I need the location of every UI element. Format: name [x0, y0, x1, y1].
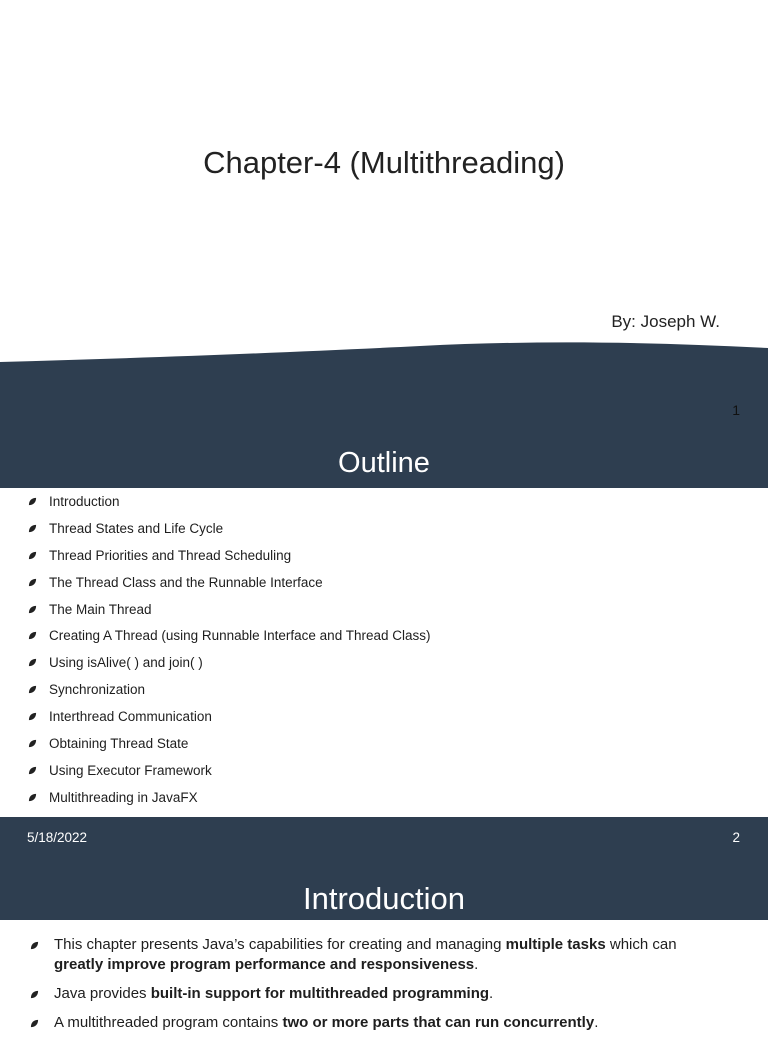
leaf-bullet-icon — [28, 739, 37, 748]
list-item — [0, 600, 768, 627]
leaf-bullet-icon — [28, 524, 37, 533]
author-byline: By: Joseph W. — [611, 312, 720, 331]
leaf-bullet-icon — [28, 578, 37, 587]
list-item-label: Using Executor Framework — [49, 762, 212, 778]
leaf-bullet-icon — [28, 793, 37, 802]
introduction-slide — [0, 877, 768, 1031]
intro-bullet-list — [0, 935, 768, 1042]
leaf-bullet-icon — [28, 712, 37, 721]
list-item — [0, 761, 768, 788]
list-item — [0, 573, 768, 600]
list-item — [0, 935, 768, 975]
list-item — [0, 788, 768, 815]
leaf-bullet-icon — [28, 551, 37, 560]
title-slide — [0, 0, 768, 430]
leaf-bullet-icon — [30, 990, 39, 999]
list-item — [0, 653, 768, 680]
list-item-label: Creating A Thread (using Runnable Interface and Thread Class) — [49, 628, 431, 644]
list-item — [0, 707, 768, 734]
outline-slide — [0, 430, 768, 845]
bullet-text: A multithreaded program contains — [54, 1014, 283, 1031]
list-item — [0, 680, 768, 707]
bullet-text: . — [474, 956, 479, 973]
list-item-label: Multithreading in JavaFX — [49, 789, 198, 805]
list-item — [0, 519, 768, 546]
list-item — [0, 546, 768, 573]
slide-title: Chapter-4 (Multithreading) — [203, 145, 565, 180]
leaf-bullet-icon — [28, 658, 37, 667]
list-item-label: Using isAlive( ) and join( ) — [49, 655, 203, 671]
bullet-text: Java provides — [54, 985, 151, 1002]
list-item-label: The Thread Class and the Runnable Interface — [49, 574, 323, 590]
leaf-bullet-icon — [28, 497, 37, 506]
page-number: 2 — [732, 830, 740, 845]
list-item-label: Synchronization — [49, 682, 146, 698]
list-item — [0, 984, 768, 1004]
leaf-bullet-icon — [28, 685, 37, 694]
bullet-emphasis: built-in support for multithreaded programming — [150, 985, 490, 1002]
list-item — [0, 1013, 768, 1033]
leaf-bullet-icon — [28, 766, 37, 775]
wave-band — [0, 340, 768, 430]
bullet-emphasis: two or more parts that can run concurrently — [282, 1014, 595, 1031]
slide-header — [0, 430, 768, 488]
bullet-text: This chapter presents Java’s capabilities for creating and managing — [54, 936, 506, 953]
list-item-label: Thread States and Life Cycle — [49, 520, 224, 536]
bullet-emphasis: greatly improve program performance and responsiveness — [54, 956, 475, 973]
slide-title: Introduction — [303, 881, 465, 916]
list-item-label: Obtaining Thread State — [49, 736, 189, 752]
bullet-text: . — [594, 1014, 599, 1031]
slide-title: Outline — [338, 447, 430, 479]
bullet-text: which can — [605, 936, 677, 953]
page-number: 1 — [732, 402, 740, 418]
list-item — [0, 492, 768, 519]
bullet-emphasis: multiple tasks — [505, 936, 606, 953]
list-item-label: Introduction — [49, 494, 120, 509]
list-item-label: Thread Priorities and Thread Scheduling — [49, 547, 292, 563]
list-item — [0, 626, 768, 653]
slide-header — [0, 877, 768, 920]
slide-footer — [0, 817, 768, 877]
leaf-bullet-icon — [30, 941, 39, 950]
leaf-bullet-icon — [28, 605, 37, 614]
list-item — [0, 734, 768, 761]
outline-list — [0, 492, 768, 815]
list-item-label: The Main Thread — [49, 601, 152, 617]
leaf-bullet-icon — [28, 631, 37, 640]
footer-date: 5/18/2022 — [27, 830, 88, 845]
bullet-text: . — [489, 985, 494, 1002]
list-item-label: Interthread Communication — [49, 709, 212, 725]
